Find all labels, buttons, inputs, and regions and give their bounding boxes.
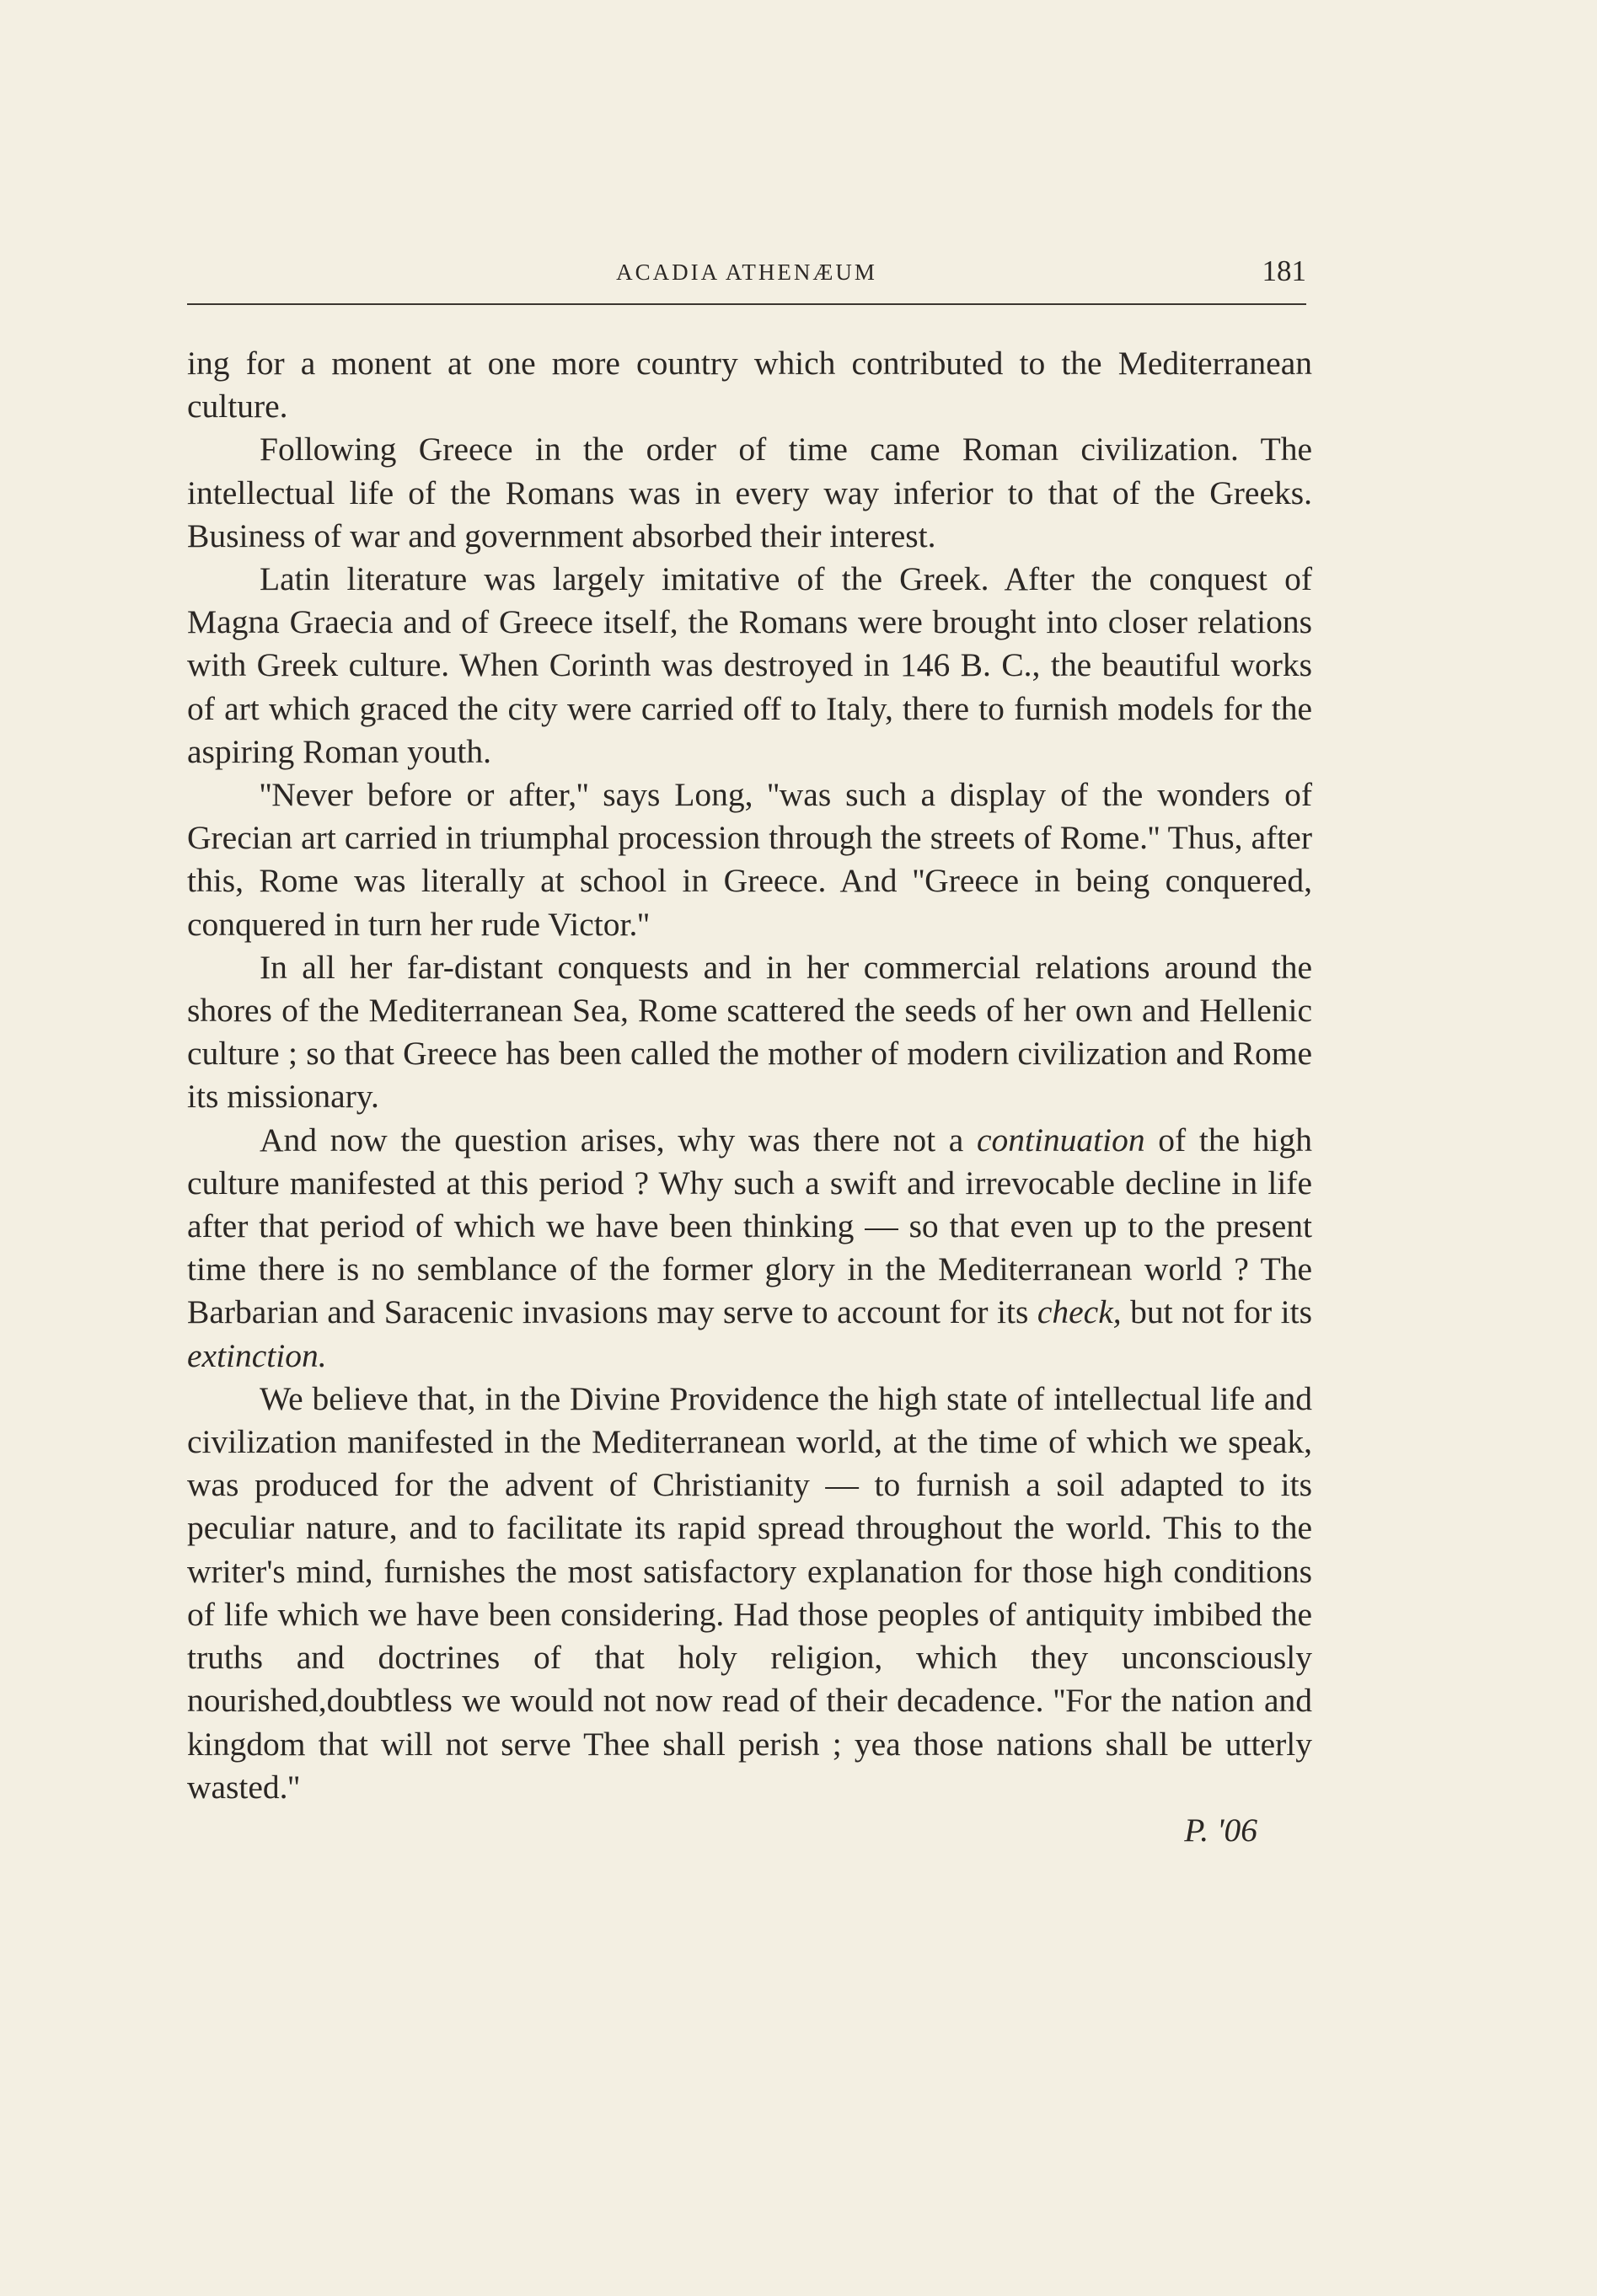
paragraph-6-text-e: but not for its bbox=[1121, 1293, 1312, 1331]
page-header bbox=[187, 253, 1306, 305]
paragraph-6-italic-check: check, bbox=[1037, 1293, 1122, 1331]
paragraph-1: ing for a monent at one more country which contributed to the Mediterranean culture. bbox=[187, 345, 1312, 425]
paragraph-6-text-a: And now the question arises, why was there not a bbox=[260, 1121, 977, 1159]
article-body bbox=[187, 342, 1312, 1852]
running-title: ACADIA ATHENÆUM bbox=[616, 260, 877, 285]
paragraph-6-italic-continuation: continuation bbox=[976, 1121, 1145, 1159]
paragraph-2: Following Greece in the order of time came Roman civilization. The intellectual life of the Romans was in every way inferior to that of the Greeks. Business of war and government absorbed their interest. bbox=[187, 431, 1312, 554]
paragraph-5: In all her far-distant conquests and in her commercial relations around the shores of the Mediterranean Sea, Rome scattered the seeds of her own and Hellenic culture ; so that Greece has been called the mother of modern civilization and Rome its missionary. bbox=[187, 948, 1312, 1116]
paragraph-4: ''Never before or after,'' says Long, ''was such a display of the wonders of Grecian art carried in triumphal procession through the streets of Rome.'' Thus, after this, Rome was literally at school in Greece. And ''Greece in being conquered, conquered in turn her rude Victor.'' bbox=[187, 776, 1312, 943]
page-number: 181 bbox=[1262, 254, 1306, 287]
paragraph-3: Latin literature was largely imitative of the Greek. After the conquest of Magna Graecia and of Greece itself, the Romans were brought into closer relations with Greek culture. When Corinth was destroyed in 146 B. C., the beautiful works of art which graced the city were carried off to Italy, there to furnish models for the aspiring Roman youth. bbox=[187, 560, 1312, 770]
paragraph-7: We believe that, in the Divine Providence the high state of intellectual life and civilization manifested in the Mediterranean world, at the time of which we speak, was produced for the advent of Christianity — to furnish a soil adapted to its peculiar nature, and to facilitate its rapid spread throughout the world. This to the writer's mind, furnishes the most satisfactory explanation for those high conditions of life which we have been considering. Had those peoples of antiquity imbibed the truths and doctrines of that holy religion, which they unconsciously nourished,doubtless we would not now read of their decadence. ''For the nation and kingdom that will not serve Thee shall perish ; yea those nations shall be utterly wasted.'' bbox=[187, 1379, 1312, 1806]
paragraph-6-italic-extinction: extinction. bbox=[187, 1336, 327, 1374]
paragraph-6-text-c: of the high culture manifested at this period ? Why such a swift and irrevocable decline in life after that period of which we have been thinking — so that even up to the present time there is no semblance of the former glory in the Mediterranean world ? The Barbarian and Saracenic invasions may serve to account for its bbox=[187, 1121, 1312, 1331]
author-signature: P. '06 bbox=[1184, 1811, 1257, 1849]
paragraph-6 bbox=[187, 1119, 1312, 1378]
